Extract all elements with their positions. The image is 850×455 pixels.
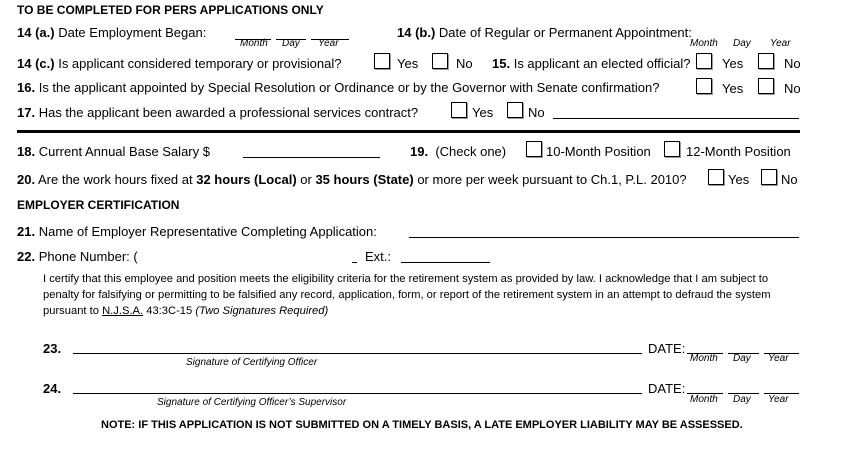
q16-label: 16. Is the applicant appointed by Special Resolution or Ordinance or by the Governor with Senate confirmation? xyxy=(17,80,660,95)
certifying-officer-signature-field[interactable] xyxy=(73,353,642,354)
q17-contract-field[interactable] xyxy=(553,118,799,119)
q14a-label: 14 (a.) Date Employment Began: xyxy=(17,25,207,40)
q21-label: 21. Name of Employer Representative Completing Application: xyxy=(17,224,377,239)
q20-no-label: No xyxy=(781,172,798,187)
q17-yes-label: Yes xyxy=(472,105,494,120)
q18-label: 18. Current Annual Base Salary $ xyxy=(17,144,210,159)
q14c-no-checkbox[interactable] xyxy=(432,53,448,69)
q24-caption: Signature of Certifying Officer’s Supervisor xyxy=(157,397,347,408)
employer-rep-name-field[interactable] xyxy=(409,237,799,238)
ext-field[interactable] xyxy=(401,262,490,263)
q14a-year-caption: Year xyxy=(318,38,339,49)
q23-date-label: DATE: xyxy=(648,341,686,356)
q17-no-label: No xyxy=(528,105,545,120)
late-liability-note: NOTE: IF THIS APPLICATION IS NOT SUBMITTED ON A TIMELY BASIS, A LATE EMPLOYER LIABILITY MAY BE ASSESSED. xyxy=(101,419,743,431)
q20-yes-checkbox[interactable] xyxy=(708,169,724,185)
section-divider xyxy=(17,130,800,133)
q17-label: 17. Has the applicant been awarded a professional services contract? xyxy=(17,105,419,120)
q23-day-caption: Day xyxy=(733,353,751,364)
q24-day-caption: Day xyxy=(733,394,751,405)
q24-month-caption: Month xyxy=(690,394,718,405)
q14c-label: 14 (c.) Is applicant considered temporary or provisional? xyxy=(17,56,342,71)
q14c-no-label: No xyxy=(456,56,473,71)
q23-year-caption: Year xyxy=(768,353,789,364)
q15-yes-checkbox[interactable] xyxy=(696,53,712,69)
q22-label: 22. Phone Number: ( xyxy=(17,249,138,264)
q23-caption: Signature of Certifying Officer xyxy=(186,357,318,368)
q14b-day-caption: Day xyxy=(733,38,751,49)
employer-certification-heading: EMPLOYER CERTIFICATION xyxy=(17,198,180,212)
q15-label: 15. Is applicant an elected official? xyxy=(492,56,691,71)
q14c-yes-checkbox[interactable] xyxy=(374,53,390,69)
ten-month-checkbox[interactable] xyxy=(526,141,542,157)
q24-date-label: DATE: xyxy=(648,381,686,396)
q15-yes-label: Yes xyxy=(722,56,744,71)
ext-label: Ext.: xyxy=(365,249,392,264)
q20-yes-label: Yes xyxy=(728,172,750,187)
twelve-month-checkbox[interactable] xyxy=(664,141,680,157)
q15-no-label: No xyxy=(784,56,801,71)
certification-statement: I certify that this employee and position meets the eligibility criteria for the retirement system as provided by law. I acknowledge that I am subject to penalty for falsifying or permitting to be falsified any record, application, form, or report of the retirement system in an attempt to defraud the system pursuant to N.J.S.A. 43:3C-15 (Two Signatures Required) xyxy=(43,273,771,317)
supervisor-signature-field[interactable] xyxy=(73,393,642,394)
twelve-month-label: 12-Month Position xyxy=(686,144,791,159)
salary-field[interactable] xyxy=(243,157,380,158)
q14a-month-caption: Month xyxy=(240,38,268,49)
q23-number: 23. xyxy=(43,341,62,356)
q24-year-caption: Year xyxy=(768,394,789,405)
q14b-year-caption: Year xyxy=(770,38,791,49)
q23-month-caption: Month xyxy=(690,353,718,364)
q24-number: 24. xyxy=(43,381,62,396)
phone-field[interactable] xyxy=(352,262,357,263)
section-header: TO BE COMPLETED FOR PERS APPLICATIONS ONLY xyxy=(17,3,324,17)
q19-label: 19. (Check one) xyxy=(410,144,507,159)
q16-no-checkbox[interactable] xyxy=(758,78,774,94)
ten-month-label: 10-Month Position xyxy=(546,144,651,159)
q14a-day-caption: Day xyxy=(282,38,300,49)
q14b-month-caption: Month xyxy=(690,38,718,49)
q14c-yes-label: Yes xyxy=(397,56,419,71)
q14b-label: 14 (b.) Date of Regular or Permanent Appointment: xyxy=(397,25,692,40)
q17-no-checkbox[interactable] xyxy=(507,102,523,118)
q16-yes-checkbox[interactable] xyxy=(696,78,712,94)
q15-no-checkbox[interactable] xyxy=(758,53,774,69)
q16-yes-label: Yes xyxy=(722,81,744,96)
q16-no-label: No xyxy=(784,81,801,96)
q20-no-checkbox[interactable] xyxy=(761,169,777,185)
q17-yes-checkbox[interactable] xyxy=(451,102,467,118)
q20-label: 20. Are the work hours fixed at 32 hours (Local) or 35 hours (State) or more per week pursuant to Ch.1, P.L. 2010? xyxy=(17,172,687,187)
